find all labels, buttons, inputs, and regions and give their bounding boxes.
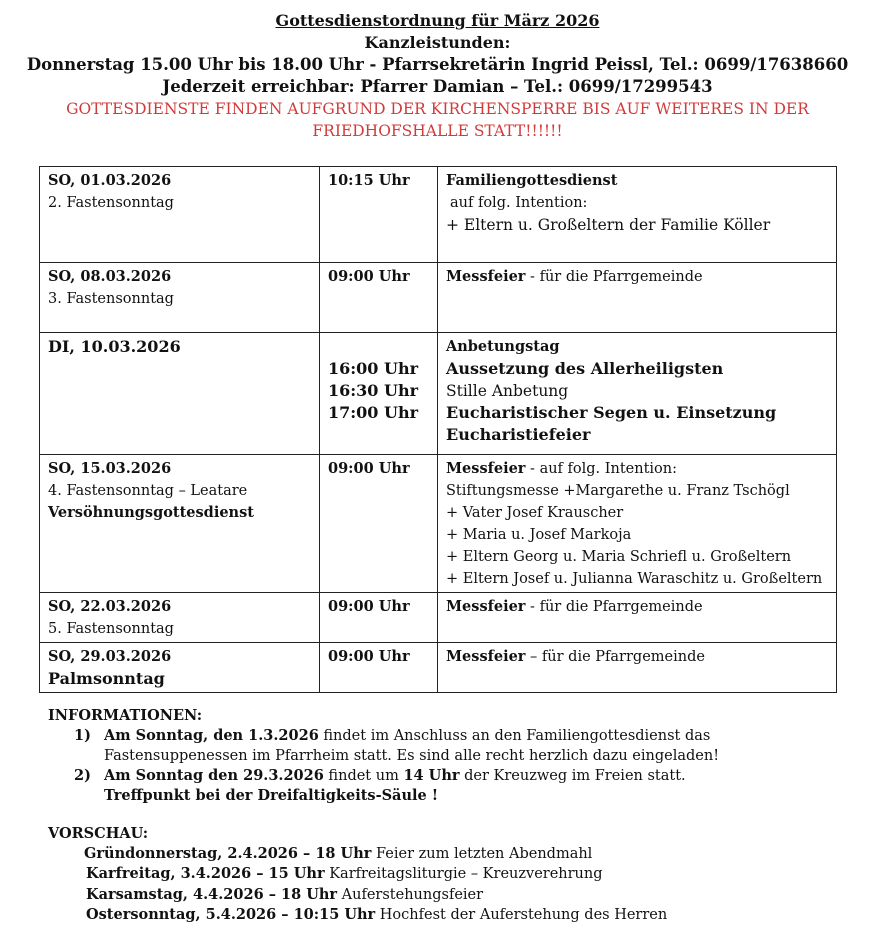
table-row bbox=[40, 455, 837, 593]
row-time: 09:00 Uhr bbox=[328, 268, 410, 285]
table-row bbox=[40, 263, 837, 333]
row-event: Familiengottesdienst bbox=[446, 172, 618, 189]
warning-line-2: FRIEDHOFSHALLE STATT!!!!!! bbox=[312, 122, 563, 140]
row-event-suffix: - auf folg. Intention: bbox=[525, 461, 677, 477]
info-item-line2: Treffpunkt bei der Dreifaltigkeits-Säule ! bbox=[104, 787, 439, 804]
row-day-extra: Versöhnungsgottesdienst bbox=[48, 504, 254, 521]
row-intention: + Eltern u. Großeltern der Familie Köller bbox=[446, 216, 771, 234]
row-intention: Stiftungsmesse +Margarethe u. Franz Tschögl bbox=[446, 483, 790, 499]
preview-item-bold: Ostersonntag, 5.4.2026 – 10:15 Uhr bbox=[86, 906, 376, 923]
row-time: 17:00 Uhr bbox=[328, 403, 419, 422]
warning-line-1: GOTTESDIENSTE FINDEN AUFGRUND DER KIRCHENSPERRE BIS AUF WEITERES IN DER bbox=[66, 100, 809, 118]
row-intention: + Maria u. Josef Markoja bbox=[446, 527, 632, 543]
preview-item bbox=[48, 864, 848, 885]
info-item-text: findet im Anschluss an den Familiengottesdienst das bbox=[318, 728, 711, 744]
info-title: INFORMATIONEN: bbox=[48, 707, 203, 724]
table-row bbox=[40, 333, 837, 455]
info-item-number: 2) bbox=[74, 767, 91, 784]
row-time: 10:15 Uhr bbox=[328, 172, 410, 189]
preview-item-text: Karfreitagsliturgie – Kreuzverehrung bbox=[324, 866, 603, 882]
row-event: Messfeier bbox=[446, 268, 526, 285]
row-intention-label: auf folg. Intention: bbox=[450, 195, 588, 211]
row-event-suffix: - für die Pfarrgemeinde bbox=[525, 599, 703, 615]
row-event: Messfeier bbox=[446, 598, 526, 615]
row-date: SO, 22.03.2026 bbox=[48, 598, 172, 615]
info-item-bold: Am Sonntag, den 1.3.2026 bbox=[104, 727, 319, 744]
info-item-bold: Am Sonntag den 29.3.2026 bbox=[104, 767, 324, 784]
row-event: Messfeier bbox=[446, 648, 526, 665]
row-time: 16:30 Uhr bbox=[328, 381, 419, 400]
row-line: Stille Anbetung bbox=[446, 382, 569, 400]
schedule-table bbox=[39, 166, 837, 693]
table-row bbox=[40, 593, 837, 643]
row-time: 09:00 Uhr bbox=[328, 598, 410, 615]
preview-item bbox=[48, 844, 848, 865]
row-date: DI, 10.03.2026 bbox=[48, 337, 181, 356]
row-date: SO, 29.03.2026 bbox=[48, 648, 172, 665]
row-intention: + Eltern Josef u. Julianna Waraschitz u. Großeltern bbox=[446, 571, 823, 587]
info-item bbox=[48, 766, 848, 806]
row-date: SO, 15.03.2026 bbox=[48, 460, 172, 477]
preview-item bbox=[48, 905, 848, 926]
info-section bbox=[48, 706, 848, 806]
info-item bbox=[48, 726, 848, 766]
preview-title: VORSCHAU: bbox=[48, 825, 149, 842]
info-item-number: 1) bbox=[74, 727, 91, 744]
preview-item-text: Hochfest der Auferstehung des Herren bbox=[375, 907, 668, 923]
row-day-desc: 4. Fastensonntag – Leatare bbox=[48, 483, 248, 499]
row-line: Eucharistiefeier bbox=[446, 425, 591, 444]
preview-item-bold: Gründonnerstag, 2.4.2026 – 18 Uhr bbox=[84, 844, 372, 862]
row-date: SO, 01.03.2026 bbox=[48, 172, 172, 189]
row-event: Messfeier bbox=[446, 460, 526, 477]
preview-item-text: Feier zum letzten Abendmahl bbox=[371, 845, 593, 862]
preview-item bbox=[48, 885, 848, 906]
row-event-suffix: – für die Pfarrgemeinde bbox=[525, 649, 705, 665]
preview-item-bold: Karfreitag, 3.4.2026 – 15 Uhr bbox=[86, 865, 325, 882]
row-day-desc: 5. Fastensonntag bbox=[48, 621, 174, 637]
info-item-line2: Fastensuppenessen im Pfarrheim statt. Es sind alle recht herzlich dazu eingeladen! bbox=[104, 748, 720, 764]
header bbox=[0, 10, 875, 142]
row-time: 09:00 Uhr bbox=[328, 648, 410, 665]
preview-section bbox=[48, 824, 848, 926]
row-time: 09:00 Uhr bbox=[328, 460, 410, 477]
row-time: 16:00 Uhr bbox=[328, 359, 419, 378]
row-intention: + Eltern Georg u. Maria Schriefl u. Großeltern bbox=[446, 549, 792, 565]
row-event-title: Anbetungstag bbox=[446, 338, 560, 355]
table-row bbox=[40, 167, 837, 263]
table-row bbox=[40, 643, 837, 693]
reachable-line: Jederzeit erreichbar: Pfarrer Damian – Tel.: 0699/17299543 bbox=[162, 77, 713, 96]
office-hours-title: Kanzleistunden: bbox=[364, 33, 511, 52]
row-event-suffix: - für die Pfarrgemeinde bbox=[525, 269, 703, 285]
office-hours-line: Donnerstag 15.00 Uhr bis 18.00 Uhr - Pfarrsekretärin Ingrid Peissl, Tel.: 0699/17638660 bbox=[26, 55, 849, 74]
preview-item-text: Auferstehungsfeier bbox=[337, 886, 484, 903]
info-item-text2: der Kreuzweg im Freien statt. bbox=[459, 768, 686, 784]
row-line: Aussetzung des Allerheiligsten bbox=[446, 359, 724, 378]
preview-item-bold: Karsamstag, 4.4.2026 – 18 Uhr bbox=[86, 885, 338, 903]
row-day-desc: 3. Fastensonntag bbox=[48, 291, 174, 307]
info-item-bold2: 14 Uhr bbox=[403, 767, 460, 784]
page-title: Gottesdienstordnung für März 2026 bbox=[275, 11, 600, 30]
row-date: SO, 08.03.2026 bbox=[48, 268, 172, 285]
row-day-desc: Palmsonntag bbox=[48, 669, 165, 688]
row-line: Eucharistischer Segen u. Einsetzung bbox=[446, 403, 777, 422]
info-item-text: findet um bbox=[323, 768, 404, 784]
row-intention: + Vater Josef Krauscher bbox=[446, 505, 624, 521]
row-day-desc: 2. Fastensonntag bbox=[48, 195, 174, 211]
